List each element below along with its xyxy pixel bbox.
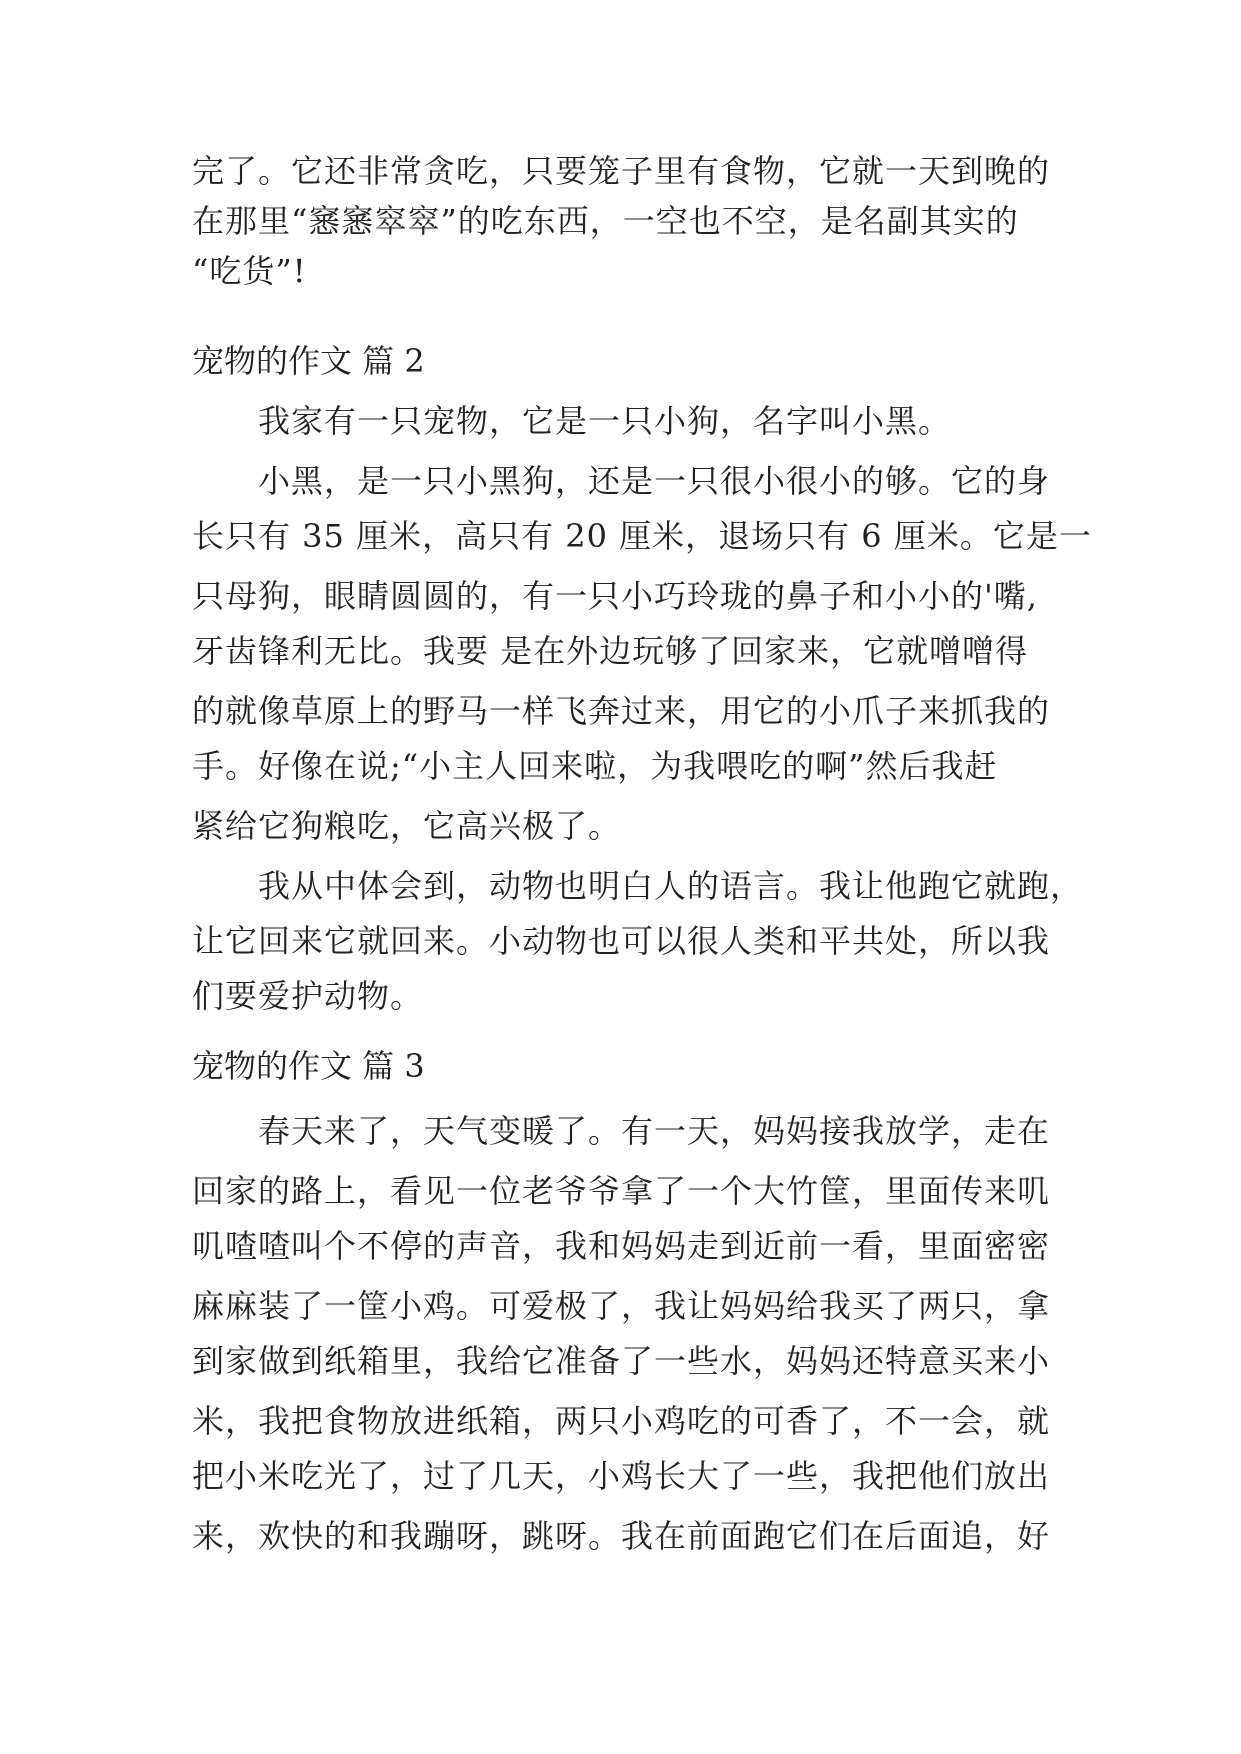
text-line: 长只有 35 厘米，高只有 20 厘米，退场只有 6 厘米。它是一 bbox=[192, 517, 1092, 555]
text-line: 到家做到纸箱里，我给它准备了一些水，妈妈还特意买来小 bbox=[192, 1342, 1051, 1380]
text-line: 让它回来它就回来。小动物也可以很人类和平共处，所以我 bbox=[192, 922, 1051, 960]
text-line: 在那里“窸窸窣窣”的吃东西，一空也不空，是名副其实的 bbox=[192, 202, 1019, 240]
text-line: 叽喳喳叫个不停的声音，我和妈妈走到近前一看，里面密密 bbox=[192, 1227, 1051, 1265]
text-line: 们要爱护动物。 bbox=[192, 977, 424, 1015]
text-line: 回家的路上，看见一位老爷爷拿了一个大竹筐，里面传来叽 bbox=[192, 1172, 1051, 1210]
text-line: 小黑，是一只小黑狗，还是一只很小很小的够。它的身 bbox=[258, 462, 1051, 500]
section-heading: 宠物的作文 篇 2 bbox=[192, 342, 425, 380]
text-line: 我从中体会到，动物也明白人的语言。我让他跑它就跑， bbox=[258, 867, 1084, 905]
text-line: 米，我把食物放进纸箱，两只小鸡吃的可香了，不一会，就 bbox=[192, 1402, 1051, 1440]
text-line: 紧给它狗粮吃，它高兴极了。 bbox=[192, 807, 622, 845]
text-line: 来，欢快的和我蹦呀，跳呀。我在前面跑它们在后面追，好 bbox=[192, 1517, 1051, 1555]
text-line: 完了。它还非常贪吃，只要笼子里有食物，它就一天到晚的 bbox=[192, 152, 1051, 190]
text-line: 春天来了，天气变暖了。有一天，妈妈接我放学，走在 bbox=[258, 1112, 1051, 1150]
text-line: 只母狗，眼睛圆圆的，有一只小巧玲珑的鼻子和小小的'嘴, bbox=[192, 577, 1038, 615]
text-line: 牙齿锋利无比。我要 是在外边玩够了回家来，它就噌噌得 bbox=[192, 632, 1029, 670]
text-line: 我家有一只宠物，它是一只小狗，名字叫小黑。 bbox=[258, 402, 952, 440]
text-line: 的就像草原上的野马一样飞奔过来，用它的小爪子来抓我的 bbox=[192, 692, 1051, 730]
text-line: 手。好像在说;“小主人回来啦，为我喂吃的啊”然后我赶 bbox=[192, 747, 998, 785]
section-heading: 宠物的作文 篇 3 bbox=[192, 1047, 425, 1085]
text-line: 把小米吃光了，过了几天，小鸡长大了一些，我把他们放出 bbox=[192, 1457, 1051, 1495]
text-line: “吃货”! bbox=[192, 252, 307, 290]
text-line: 麻麻装了一筐小鸡。可爱极了，我让妈妈给我买了两只，拿 bbox=[192, 1287, 1051, 1325]
